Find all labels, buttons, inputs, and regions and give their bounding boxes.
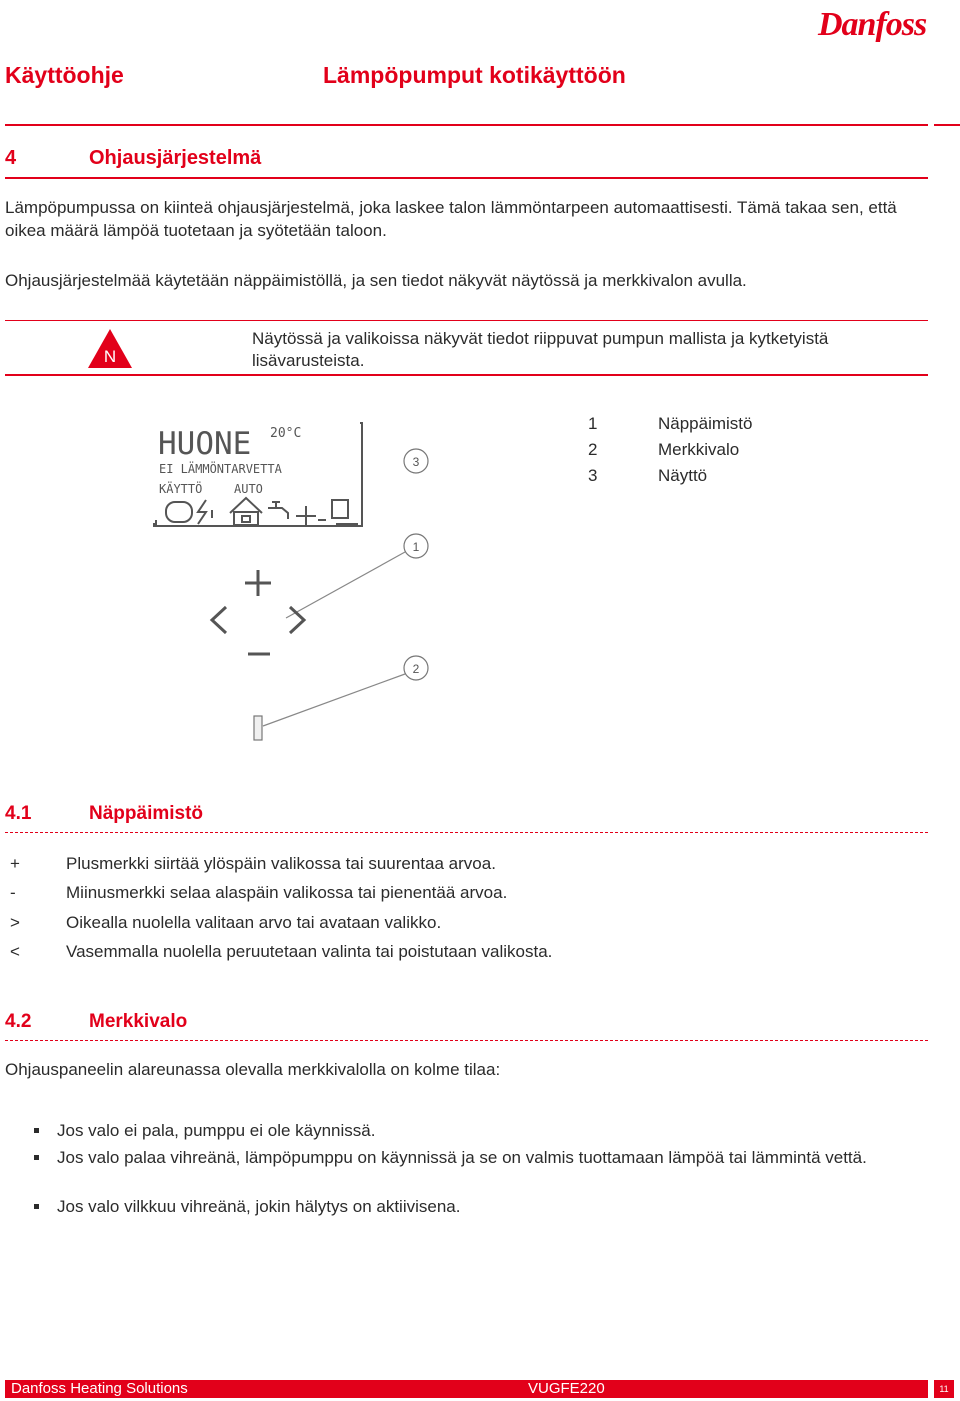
key-description: Vasemmalla nuolella peruutetaan valinta tai poistutaan valikosta. — [66, 942, 553, 961]
note-text: Näytössä ja valikoissa näkyvät tiedot riippuvat pumpun mallista ja kytketyistä lisävarusteista. — [252, 329, 829, 370]
legend-item-display — [588, 466, 707, 486]
section-number: 4 — [5, 147, 17, 169]
document-title: Lämpöpumput kotikäyttöön — [323, 62, 626, 88]
section-title: Ohjausjärjestelmä — [89, 147, 262, 169]
bullet-marker — [34, 1155, 39, 1160]
keypad-figure — [200, 440, 440, 750]
key-symbol: - — [10, 883, 16, 902]
subsection-title-keypad: Näppäimistö — [89, 803, 204, 824]
legend-item-indicator — [588, 440, 739, 460]
left-arrow-key-icon — [212, 607, 226, 633]
display-temperature: 20°C — [270, 426, 302, 441]
display-room-label: HUONE — [158, 426, 252, 462]
danfoss-logo: Danfoss — [818, 6, 927, 43]
display-mode-label: KÄYTTÖ — [159, 482, 203, 496]
key-description: Plusmerkki siirtää ylöspäin valikossa tai suurentaa arvoa. — [66, 854, 496, 873]
document-type-title: Käyttöohje — [5, 62, 124, 88]
keypad-dashed-rule — [5, 832, 928, 833]
subsection-number-indicator: 4.2 — [5, 1011, 32, 1032]
legend-label: Näppäimistö — [658, 414, 753, 433]
key-row-right — [10, 913, 441, 933]
key-row-left — [10, 942, 552, 962]
key-row-minus — [10, 883, 507, 903]
bullet-item: Jos valo ei pala, pumppu ei ole käynnissä. — [34, 1120, 914, 1142]
legend-num: 1 — [588, 414, 598, 433]
subsection-title-indicator: Merkkivalo — [89, 1011, 188, 1032]
header-rule — [5, 124, 928, 126]
page-number: 11 — [934, 1380, 954, 1398]
note-top-rule — [5, 320, 928, 321]
legend-num: 2 — [588, 440, 598, 459]
key-symbol: > — [10, 913, 20, 932]
usage-paragraph: Ohjausjärjestelmää käytetään näppäimistöllä, ja sen tiedot näkyvät näytössä ja merkkivalon avulla. — [5, 271, 747, 290]
bullet-item: Jos valo vilkkuu vihreänä, jokin hälytys on aktiivisena. — [34, 1196, 914, 1218]
footer-company: Danfoss Heating Solutions — [11, 1380, 188, 1397]
note-icon-letter: N — [103, 347, 117, 366]
subsection-number-keypad: 4.1 — [5, 803, 32, 824]
tank-icon — [166, 502, 192, 522]
callout-2-leader — [263, 674, 405, 726]
legend-num: 3 — [588, 466, 598, 485]
section-rule — [5, 177, 928, 179]
callout-1-leader — [286, 552, 405, 618]
legend-item-keypad — [588, 414, 753, 434]
display-mode-value: AUTO — [234, 482, 263, 496]
key-symbol: < — [10, 942, 20, 961]
footer-doc-code: VUGFE220 — [528, 1380, 605, 1397]
intro-paragraph: Lämpöpumpussa on kiinteä ohjausjärjestelmä, joka laskee talon lämmöntarpeen automaattisesti. Tämä takaa sen, että oikea määrä lämpöä tuotetaan ja syötetään taloon. — [5, 198, 897, 240]
key-description: Miinusmerkki selaa alaspäin valikossa tai pienentää arvoa. — [66, 883, 508, 902]
indicator-intro: Ohjauspaneelin alareunassa olevalla merkkivalolla on kolme tilaa: — [5, 1060, 501, 1079]
legend-label: Merkkivalo — [658, 440, 740, 459]
note-triangle-icon — [86, 326, 134, 370]
bullet-marker — [34, 1128, 39, 1133]
key-row-plus — [10, 854, 496, 874]
callout-1-label: 1 — [412, 540, 420, 554]
legend-label: Näyttö — [658, 466, 708, 485]
right-arrow-key-icon — [290, 607, 304, 633]
display-status-line: EI LÄMMÖNTARVETTA — [159, 462, 282, 476]
header-rule-tail — [934, 124, 960, 126]
bullet-item: Jos valo palaa vihreänä, lämpöpumppu on käynnissä ja se on valmis tuottamaan lämpöä tai lämmintä vettä. — [34, 1147, 914, 1169]
bullet-marker — [34, 1204, 39, 1209]
key-description: Oikealla nuolella valitaan arvo tai avataan valikko. — [66, 913, 442, 932]
callout-3-label: 3 — [412, 455, 420, 469]
callout-2-label: 2 — [412, 662, 420, 676]
indicator-light — [254, 716, 262, 740]
note-bottom-rule — [5, 374, 928, 376]
key-symbol: + — [10, 854, 20, 873]
indicator-dashed-rule — [5, 1040, 928, 1041]
